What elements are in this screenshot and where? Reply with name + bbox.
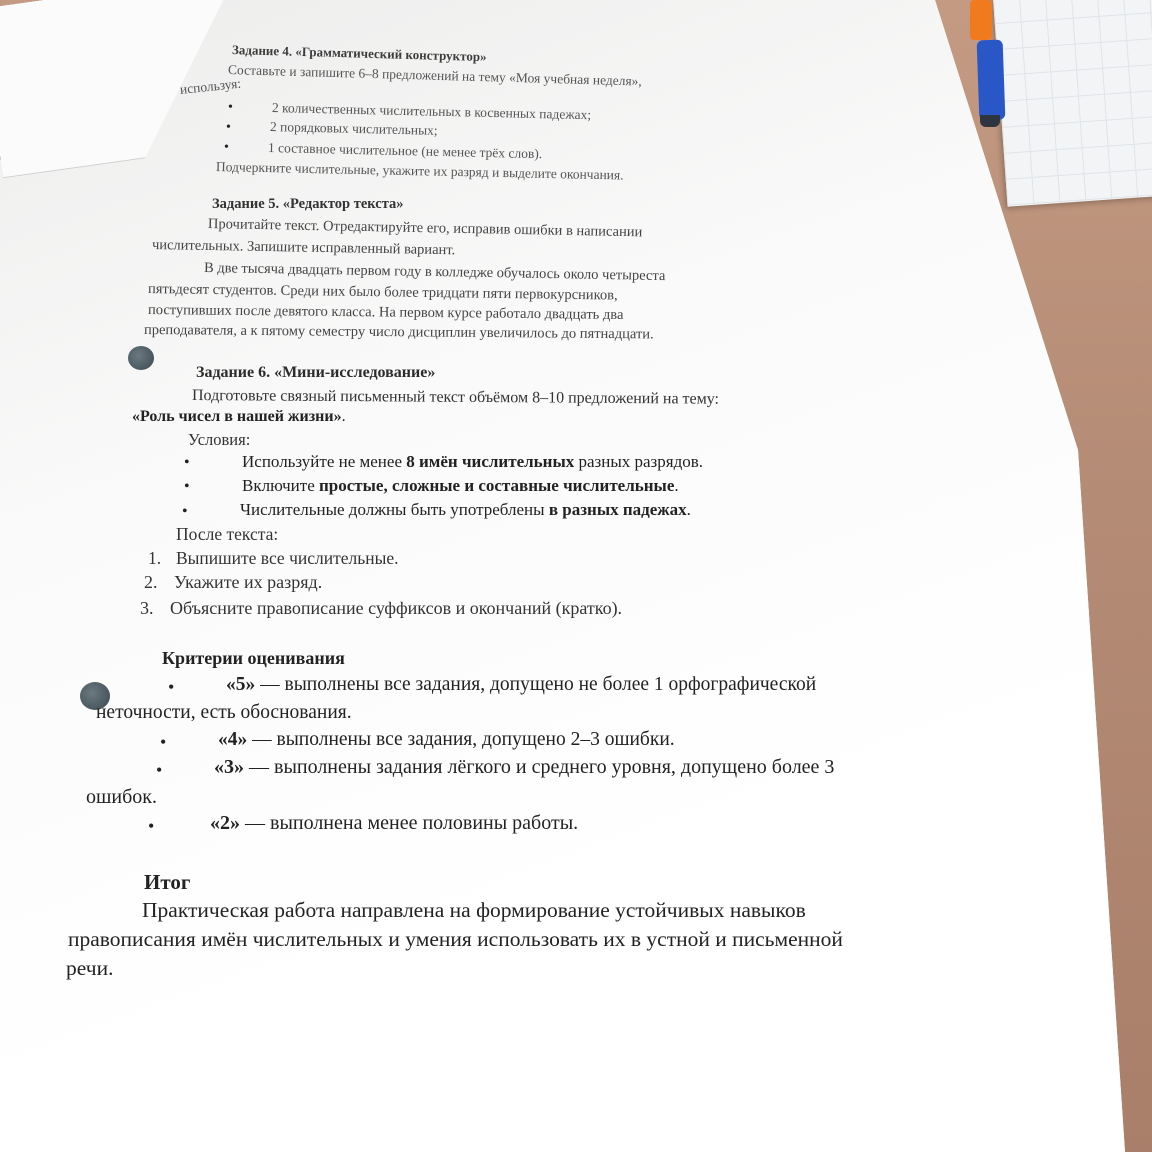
task5-line: числительных. Запишите исправленный вариант. (151, 237, 456, 259)
criterion-continuation: ошибок. (86, 786, 157, 808)
task5-title: Задание 5. «Редактор текста» (212, 196, 404, 212)
step-number: 2. (144, 572, 158, 592)
condition-item (240, 500, 691, 520)
condition-item (242, 452, 703, 472)
task5-line: В две тысяча двадцать первом году в колледже обучалось около четыреста (203, 260, 666, 285)
task5-line: Прочитайте текст. Отредактируйте его, исправив ошибки в написании (207, 216, 643, 241)
condition-text: . (686, 500, 691, 519)
step-text: Выпишите все числительные. (176, 548, 399, 568)
criterion-grade: «2» (210, 812, 240, 834)
step-text: Объясните правописание суффиксов и окончаний (кратко). (170, 598, 623, 618)
bullet-icon: • (156, 760, 163, 780)
after-text-label: После текста: (176, 524, 279, 544)
condition-bold: в разных падежах (548, 500, 687, 519)
bullet-icon: • (224, 140, 229, 155)
punch-hole-icon (128, 346, 154, 370)
task6-topic-line (132, 408, 346, 426)
summary-line: Практическая работа направлена на формирование устойчивых навыков (142, 898, 806, 922)
pen-cap (980, 115, 1000, 127)
criterion-line (210, 812, 578, 835)
bullet-icon: • (228, 100, 233, 115)
task6-title: Задание 6. «Мини-исследование» (196, 364, 436, 381)
task5-line: поступивших после девятого класса. На первом курсе работало двадцать два (147, 302, 624, 323)
condition-text: Числительные должны быть употреблены (240, 500, 549, 519)
task4-item: 2 количественных числительных в косвенных падежах; (271, 100, 592, 123)
criterion-line (214, 756, 834, 779)
task5-line: преподавателя, а к пятому семестру число дисциплин увеличилось до пятнадцати. (143, 322, 654, 343)
summary-line: правописания имён числительных и умения использовать их в устной и письменной (68, 927, 843, 951)
task4-title: Задание 4. «Грамматический конструктор» (231, 42, 487, 65)
summary-title: Итог (144, 870, 191, 894)
task6-intro: Подготовьте связный письменный текст объёмом 8–10 предложений на тему: (191, 387, 720, 408)
criteria-title: Критерии оценивания (162, 648, 345, 668)
criterion-text: — выполнена менее половины работы. (240, 812, 579, 834)
criterion-line (218, 729, 675, 751)
condition-bold: простые, сложные и составные числительные (319, 476, 675, 495)
criterion-grade: «3» (214, 756, 244, 778)
criterion-continuation: неточности, есть обоснования. (96, 702, 352, 723)
bullet-icon: • (182, 503, 188, 520)
step-number: 3. (140, 598, 154, 618)
bullet-icon: • (160, 732, 167, 752)
task5-line: пятьдесят студентов. Среди них было более тридцати пяти первокурсников, (147, 281, 618, 304)
bullet-icon: • (168, 677, 175, 697)
bullet-icon: • (184, 478, 190, 495)
condition-text: Включите (242, 476, 320, 495)
task4-item: 2 порядковых числительных; (269, 119, 438, 138)
step-text: Укажите их разряд. (174, 572, 323, 592)
bullet-icon: • (148, 816, 155, 836)
criterion-text: — выполнены все задания, допущено не более 1 орфографической (255, 674, 817, 695)
conditions-label: Условия: (188, 430, 251, 449)
condition-item (242, 476, 679, 496)
condition-text: . (674, 476, 679, 495)
task4-intro-line1: Составьте и запишите 6–8 предложений на тему «Моя учебная неделя», (227, 62, 643, 89)
task6-topic-end: . (341, 408, 346, 425)
criterion-line (226, 674, 816, 696)
task4-item: 1 составное числительное (не менее трёх слов). (267, 140, 543, 162)
condition-bold: 8 имён числительных (406, 452, 575, 471)
summary-line: речи. (66, 956, 114, 980)
criterion-grade: «4» (218, 729, 248, 750)
step-number: 1. (148, 548, 162, 568)
condition-text: Используйте не менее (242, 452, 407, 471)
task4-outro: Подчеркните числительные, укажите их разряд и выделите окончания. (215, 159, 624, 183)
orange-marker (970, 0, 992, 40)
task6-topic: «Роль чисел в нашей жизни» (132, 408, 342, 425)
blue-pen (977, 40, 1006, 121)
bullet-icon: • (184, 454, 190, 471)
criterion-text: — выполнены все задания, допущено 2–3 ошибки. (247, 729, 675, 750)
criterion-text: — выполнены задания лёгкого и среднего уровня, допущено более 3 (244, 756, 835, 778)
criterion-grade: «5» (226, 674, 256, 695)
task4-intro-line2: используя: (179, 75, 242, 97)
grid-notebook (993, 0, 1152, 207)
condition-text: разных разрядов. (574, 452, 704, 471)
bullet-icon: • (226, 120, 231, 135)
